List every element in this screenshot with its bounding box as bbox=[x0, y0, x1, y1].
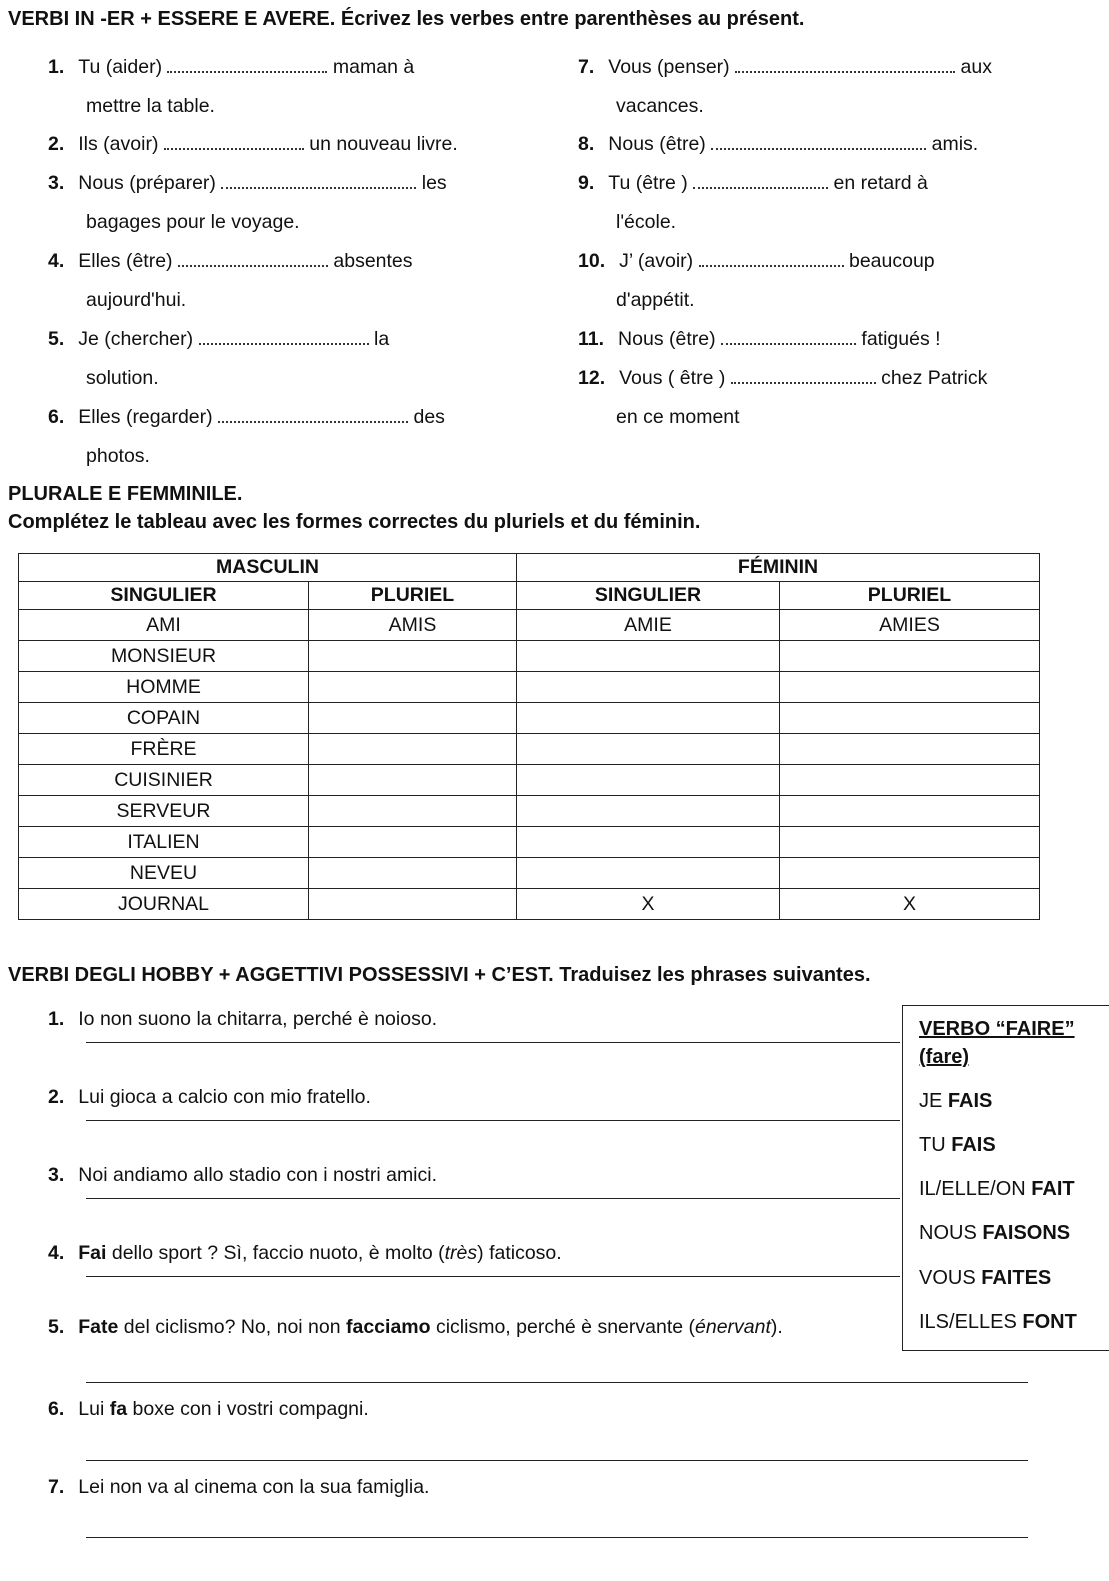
sentence-3 bbox=[48, 1164, 437, 1187]
table-cell: FRÈRE bbox=[19, 734, 309, 765]
sentence-text: del ciclismo? No, noi non bbox=[118, 1316, 346, 1338]
table-cell bbox=[780, 641, 1040, 672]
sentence-text: Lei non va al cinema con la sua famiglia. bbox=[78, 1476, 430, 1498]
table-cell: X bbox=[780, 889, 1040, 920]
sentence-text: Lui bbox=[78, 1398, 110, 1420]
table-cell bbox=[309, 703, 517, 734]
exercise-prompt: Elles (être) bbox=[78, 250, 178, 272]
answer-line bbox=[86, 1198, 900, 1199]
pronoun: JE bbox=[919, 1090, 948, 1112]
sentence-text: facciamo bbox=[346, 1316, 431, 1338]
table-cell bbox=[780, 827, 1040, 858]
exercise-number: 4. bbox=[48, 250, 65, 272]
sentence-number: 1. bbox=[48, 1008, 65, 1030]
answer-blank bbox=[693, 173, 828, 189]
faire-form bbox=[919, 1134, 996, 1157]
exercise-right-8 bbox=[578, 133, 978, 156]
exercise-line2: vacances. bbox=[616, 95, 704, 117]
sentence-number: 6. bbox=[48, 1398, 65, 1420]
table-cell bbox=[517, 734, 780, 765]
faire-subtitle: (fare) bbox=[919, 1046, 970, 1068]
exercise-line2: bagages pour le voyage. bbox=[86, 211, 300, 233]
table-cell bbox=[517, 858, 780, 889]
sentence-text: Io non suono la chitarra, perché è noioso. bbox=[78, 1008, 438, 1030]
table-cell bbox=[517, 672, 780, 703]
table-cell bbox=[780, 672, 1040, 703]
answer-blank bbox=[167, 57, 327, 73]
col-header: PLURIEL bbox=[780, 582, 1040, 610]
table-row bbox=[19, 827, 1040, 858]
sentence-number: 5. bbox=[48, 1316, 65, 1338]
exercise-continuation: beaucoup bbox=[843, 250, 935, 272]
verb-form: FAIS bbox=[951, 1134, 996, 1156]
sentence-number: 3. bbox=[48, 1164, 65, 1186]
table-cell: CUISINIER bbox=[19, 765, 309, 796]
exercise-continuation: un nouveau livre. bbox=[303, 133, 458, 155]
col-header: SINGULIER bbox=[19, 582, 309, 610]
exercise-prompt: Elles (regarder) bbox=[78, 406, 219, 428]
exercise-number: 12. bbox=[578, 367, 606, 389]
exercise-line2: aujourd'hui. bbox=[86, 289, 187, 311]
answer-line bbox=[86, 1382, 1028, 1383]
exercise-number: 8. bbox=[578, 133, 595, 155]
answer-line bbox=[86, 1120, 900, 1121]
exercise-number: 2. bbox=[48, 133, 65, 155]
table-cell bbox=[780, 858, 1040, 889]
answer-blank bbox=[731, 368, 876, 384]
exercise-left-6 bbox=[48, 406, 445, 429]
table-cell: HOMME bbox=[19, 672, 309, 703]
exercise-prompt: Je (chercher) bbox=[78, 328, 199, 350]
table-cell bbox=[309, 889, 517, 920]
exercise-right-10 bbox=[578, 250, 935, 273]
table-cell: AMIES bbox=[780, 610, 1040, 641]
sentence-text: ). bbox=[770, 1316, 783, 1338]
exercise-right-11 bbox=[578, 328, 941, 351]
table-cell: AMIS bbox=[309, 610, 517, 641]
exercise-continuation: des bbox=[408, 406, 445, 428]
table-cell bbox=[780, 703, 1040, 734]
pronoun: TU bbox=[919, 1134, 952, 1156]
table-cell bbox=[517, 765, 780, 796]
sentence-text: Fai bbox=[78, 1242, 107, 1264]
exercise-left-4 bbox=[48, 250, 413, 273]
verb-form: FAITES bbox=[981, 1267, 1052, 1289]
sentence-5 bbox=[48, 1316, 783, 1339]
exercise-continuation: les bbox=[416, 172, 447, 194]
table-cell: ITALIEN bbox=[19, 827, 309, 858]
table-cell bbox=[780, 765, 1040, 796]
faire-form bbox=[919, 1267, 1051, 1290]
table-cell bbox=[517, 827, 780, 858]
exercise-number: 5. bbox=[48, 328, 65, 350]
exercise-prompt: Nous (préparer) bbox=[78, 172, 222, 194]
exercise-line2: d'appétit. bbox=[616, 289, 695, 311]
section1-title: VERBI IN -ER + ESSERE E AVERE. Écrivez les verbes entre parenthèses au présent. bbox=[8, 8, 805, 30]
table-cell bbox=[517, 641, 780, 672]
exercise-number: 1. bbox=[48, 56, 65, 78]
answer-line bbox=[86, 1042, 900, 1043]
exercise-prompt: J’ (avoir) bbox=[619, 250, 699, 272]
sentence-2 bbox=[48, 1086, 371, 1109]
exercise-line2: photos. bbox=[86, 445, 150, 467]
table-row bbox=[19, 734, 1040, 765]
sentence-7 bbox=[48, 1476, 429, 1499]
answer-blank bbox=[218, 407, 408, 423]
answer-blank bbox=[221, 173, 416, 189]
exercise-continuation: absentes bbox=[327, 250, 413, 272]
verb-form: FAIT bbox=[1031, 1178, 1075, 1200]
verb-form: FONT bbox=[1022, 1311, 1077, 1333]
table-row bbox=[19, 703, 1040, 734]
answer-blank bbox=[711, 134, 926, 150]
table-row bbox=[19, 858, 1040, 889]
exercise-right-9 bbox=[578, 172, 928, 195]
exercise-number: 7. bbox=[578, 56, 595, 78]
sentence-number: 2. bbox=[48, 1086, 65, 1108]
sentence-number: 4. bbox=[48, 1242, 65, 1264]
table-cell: NEVEU bbox=[19, 858, 309, 889]
sentence-number: 7. bbox=[48, 1476, 65, 1498]
sentence-text: Lui gioca a calcio con mio fratello. bbox=[78, 1086, 371, 1108]
table-row bbox=[19, 641, 1040, 672]
exercise-line2: l'école. bbox=[616, 211, 677, 233]
gender-number-table bbox=[18, 553, 1040, 920]
answer-line bbox=[86, 1537, 1028, 1538]
pronoun: NOUS bbox=[919, 1222, 983, 1244]
sentence-6 bbox=[48, 1398, 369, 1421]
exercise-prompt: Nous (être) bbox=[608, 133, 712, 155]
table-cell bbox=[517, 796, 780, 827]
table-cell: MONSIEUR bbox=[19, 641, 309, 672]
table-cell: AMIE bbox=[517, 610, 780, 641]
col-header: SINGULIER bbox=[517, 582, 780, 610]
sentence-text: fa bbox=[109, 1398, 128, 1420]
sentence-text: Fate bbox=[78, 1316, 119, 1338]
exercise-continuation: en retard à bbox=[828, 172, 928, 194]
exercise-number: 3. bbox=[48, 172, 65, 194]
col-header: PLURIEL bbox=[309, 582, 517, 610]
table-row bbox=[19, 610, 1040, 641]
exercise-continuation: maman à bbox=[327, 56, 415, 78]
faire-form bbox=[919, 1178, 1075, 1201]
group-header-feminin: FÉMININ bbox=[517, 554, 1040, 582]
faire-form bbox=[919, 1222, 1070, 1245]
table-cell: COPAIN bbox=[19, 703, 309, 734]
exercise-prompt: Tu (aider) bbox=[78, 56, 168, 78]
group-header-masculin: MASCULIN bbox=[19, 554, 517, 582]
faire-form bbox=[919, 1090, 992, 1113]
exercise-line2: solution. bbox=[86, 367, 159, 389]
faire-conjugation-box bbox=[902, 1005, 1109, 1351]
exercise-left-1 bbox=[48, 56, 414, 79]
sentence-text: ) faticoso. bbox=[477, 1242, 562, 1264]
pronoun: ILS/ELLES bbox=[919, 1311, 1023, 1333]
table-row bbox=[19, 889, 1040, 920]
sentence-text: Noi andiamo allo stadio con i nostri amici. bbox=[78, 1164, 438, 1186]
pronoun: IL/ELLE/ON bbox=[919, 1178, 1032, 1200]
pronoun: VOUS bbox=[919, 1267, 982, 1289]
sentence-1 bbox=[48, 1008, 437, 1031]
section2-title: PLURALE E FEMMINILE. bbox=[8, 483, 243, 505]
faire-form bbox=[919, 1311, 1077, 1334]
exercise-continuation: amis. bbox=[926, 133, 979, 155]
table-cell: JOURNAL bbox=[19, 889, 309, 920]
table-cell bbox=[309, 765, 517, 796]
verb-form: FAIS bbox=[947, 1090, 993, 1112]
exercise-continuation: fatigués ! bbox=[856, 328, 941, 350]
sentence-text: boxe con i vostri compagni. bbox=[127, 1398, 369, 1420]
exercise-prompt: Nous (être) bbox=[618, 328, 721, 350]
exercise-left-5 bbox=[48, 328, 389, 351]
answer-blank bbox=[721, 329, 856, 345]
table-row bbox=[19, 765, 1040, 796]
table-cell bbox=[780, 734, 1040, 765]
sentence-text: énervant bbox=[695, 1316, 771, 1338]
exercise-continuation: la bbox=[368, 328, 390, 350]
exercise-prompt: Ils (avoir) bbox=[78, 133, 164, 155]
exercise-line2: en ce moment bbox=[616, 406, 740, 428]
table-cell: SERVEUR bbox=[19, 796, 309, 827]
table-cell bbox=[780, 796, 1040, 827]
exercise-number: 6. bbox=[48, 406, 65, 428]
verb-form: FAISONS bbox=[982, 1222, 1071, 1244]
sentence-4 bbox=[48, 1242, 562, 1265]
table-cell bbox=[309, 827, 517, 858]
answer-blank bbox=[699, 251, 844, 267]
sentence-text: ciclismo, perché è snervante ( bbox=[430, 1316, 695, 1338]
table-cell bbox=[309, 796, 517, 827]
exercise-line2: mettre la table. bbox=[86, 95, 215, 117]
exercise-right-7 bbox=[578, 56, 992, 79]
table-cell bbox=[309, 734, 517, 765]
exercise-prompt: Vous ( être ) bbox=[619, 367, 731, 389]
sentence-text: dello sport ? Sì, faccio nuoto, è molto ( bbox=[106, 1242, 445, 1264]
exercise-continuation: aux bbox=[955, 56, 992, 78]
answer-blank bbox=[199, 329, 369, 345]
answer-blank bbox=[164, 134, 304, 150]
exercise-continuation: chez Patrick bbox=[875, 367, 988, 389]
answer-line bbox=[86, 1460, 1028, 1461]
table-cell bbox=[309, 672, 517, 703]
table-cell: AMI bbox=[19, 610, 309, 641]
answer-line bbox=[86, 1276, 900, 1277]
exercise-left-2 bbox=[48, 133, 458, 156]
table-cell bbox=[517, 703, 780, 734]
table-cell bbox=[309, 858, 517, 889]
exercise-number: 11. bbox=[578, 328, 605, 350]
exercise-prompt: Vous (penser) bbox=[608, 56, 736, 78]
table-cell bbox=[309, 641, 517, 672]
table-row bbox=[19, 796, 1040, 827]
sentence-text: très bbox=[444, 1242, 478, 1264]
exercise-prompt: Tu (être ) bbox=[608, 172, 694, 194]
exercise-number: 9. bbox=[578, 172, 595, 194]
faire-title: VERBO “FAIRE” bbox=[919, 1018, 1075, 1040]
section3-title: VERBI DEGLI HOBBY + AGGETTIVI POSSESSIVI + C’EST. Traduisez les phrases suivantes. bbox=[8, 964, 871, 986]
answer-blank bbox=[178, 251, 328, 267]
section2-instructions: Complétez le tableau avec les formes correctes du pluriels et du féminin. bbox=[8, 511, 701, 533]
exercise-right-12 bbox=[578, 367, 987, 390]
exercise-number: 10. bbox=[578, 250, 606, 272]
answer-blank bbox=[735, 57, 955, 73]
table-cell: X bbox=[517, 889, 780, 920]
table-row bbox=[19, 672, 1040, 703]
exercise-left-3 bbox=[48, 172, 447, 195]
